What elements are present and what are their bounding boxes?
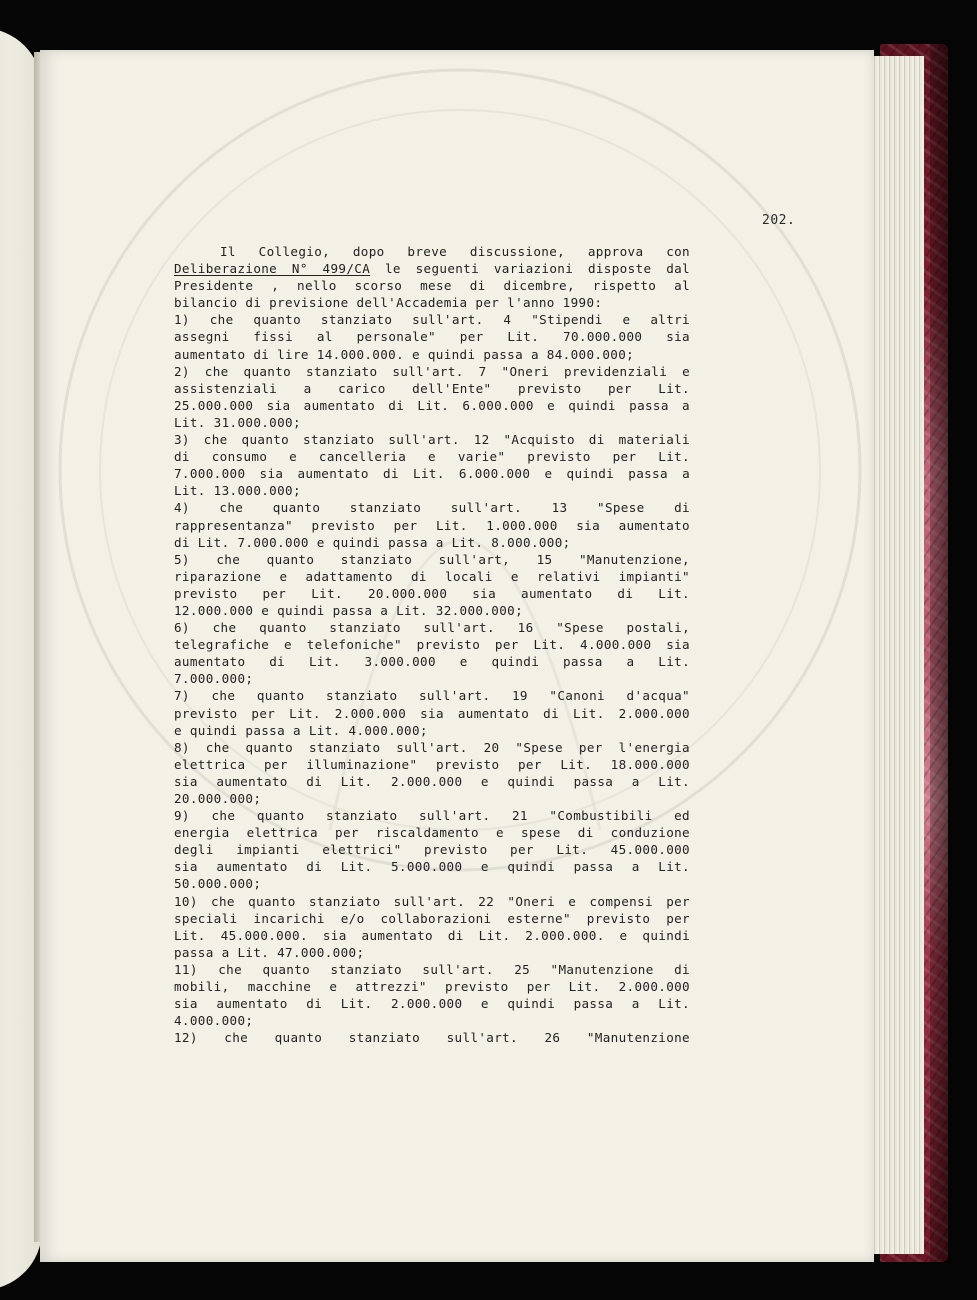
text-line: Presidente , nello scorso mese di dicembre, rispetto al — [174, 278, 690, 294]
text-line: Lit. 45.000.000. sia aumentato di Lit. 2.000.000. e quindi — [174, 927, 690, 943]
text-line: 12.000.000 e quindi passa a Lit. 32.000.000; — [174, 602, 524, 618]
text-line: telegrafiche e telefoniche" previsto per Lit. 4.000.000 sia — [174, 637, 690, 653]
text-line: aumentato di lire 14.000.000. e quindi passa a 84.000.000; — [174, 346, 635, 362]
text-line: 1) che quanto stanziato sull'art. 4 "Stipendi e altri — [174, 312, 690, 328]
text-line: mobili, macchine e attrezzi" previsto per Lit. 2.000.000 — [174, 979, 690, 995]
text-line: assegni fissi al personale" per Lit. 70.000.000 sia — [174, 329, 690, 345]
paragraph-intro-line — [174, 243, 690, 260]
text-line: previsto per Lit. 20.000.000 sia aumentato di Lit. — [174, 585, 690, 601]
text-line: Lit. 13.000.000; — [174, 483, 301, 499]
text-line: 12) che quanto stanziato sull'art. 26 "Manutenzione — [174, 1030, 690, 1046]
cover-shadow — [930, 44, 948, 1262]
text-line: 25.000.000 sia aumentato di Lit. 6.000.000 e quindi passa a — [174, 397, 690, 413]
text-line: aumentato di Lit. 3.000.000 e quindi passa a Lit. — [174, 654, 690, 670]
text-line: 4) che quanto stanziato sull'art. 13 "Spese di — [174, 500, 690, 516]
text-line: elettrica per illuminazione" previsto per Lit. 18.000.000 — [174, 756, 690, 772]
text-line: di consumo e cancelleria e varie" previsto per Lit. — [174, 449, 690, 465]
text-line: 5) che quanto stanziato sull'art, 15 "Manutenzione, — [174, 551, 690, 567]
text-line: energia elettrica per riscaldamento e spese di conduzione — [174, 825, 690, 841]
text-line: previsto per Lit. 2.000.000 sia aumentato di Lit. 2.000.000 — [174, 705, 690, 721]
text-line: 7.000.000; — [174, 671, 254, 687]
text-line: sia aumentato di Lit. 2.000.000 e quindi passa a Lit. — [174, 773, 690, 789]
deliberation-text — [174, 243, 690, 1046]
text-line: Lit. 31.000.000; — [174, 414, 301, 430]
text-line: 7.000.000 sia aumentato di Lit. 6.000.000 e quindi passa a — [174, 466, 690, 482]
deliberation-reference: Deliberazione N° 499/CA — [174, 261, 371, 277]
page-number: 202. — [762, 213, 796, 228]
deliberation-line — [174, 260, 690, 277]
text-line: 7) che quanto stanziato sull'art. 19 "Canoni d'acqua" — [174, 688, 690, 704]
intro-continuation: le seguenti variazioni disposte dal — [370, 261, 690, 277]
text-line: assistenziali a carico dell'Ente" previsto per Lit. — [174, 380, 690, 396]
text-line: 8) che quanto stanziato sull'art. 20 "Spese per l'energia — [174, 739, 690, 755]
text-line: 20.000.000; — [174, 791, 262, 806]
text-line: 2) che quanto stanziato sull'art. 7 "Oneri previdenziali e — [174, 363, 690, 379]
text-line: 4.000.000; — [174, 1013, 254, 1029]
text-line: 11) che quanto stanziato sull'art. 25 "Manutenzione di — [174, 961, 690, 977]
text-line: sia aumentato di Lit. 2.000.000 e quindi passa a Lit. — [174, 996, 690, 1012]
text-line: speciali incarichi e/o collaborazioni esterne" previsto per — [174, 910, 690, 926]
text-line: rappresentanza" previsto per Lit. 1.000.000 sia aumentato — [174, 517, 690, 533]
text-line: 9) che quanto stanziato sull'art. 21 "Combustibili ed — [174, 808, 690, 824]
text-line: riparazione e adattamento di locali e relativi impianti" — [174, 568, 690, 584]
text-line: sia aumentato di Lit. 5.000.000 e quindi passa a Lit. — [174, 859, 690, 875]
text-line: di Lit. 7.000.000 e quindi passa a Lit. 8.000.000; — [174, 534, 571, 550]
text-line: 6) che quanto stanziato sull'art. 16 "Spese postali, — [174, 620, 690, 636]
text-line: passa a Lit. 47.000.000; — [174, 944, 365, 960]
text-line: degli impianti elettrici" previsto per Lit. 45.000.000 — [174, 842, 690, 858]
text-line: 50.000.000; — [174, 876, 262, 892]
intro-text: Il Collegio, dopo breve discussione, approva con — [220, 244, 690, 259]
text-line: 3) che quanto stanziato sull'art. 12 "Acquisto di materiali — [174, 432, 690, 448]
text-line: e quindi passa a Lit. 4.000.000; — [174, 722, 428, 738]
text-line: 10) che quanto stanziato sull'art. 22 "Oneri e compensi per — [174, 893, 690, 909]
text-line: bilancio di previsione dell'Accademia per l'anno 1990: — [174, 295, 603, 311]
